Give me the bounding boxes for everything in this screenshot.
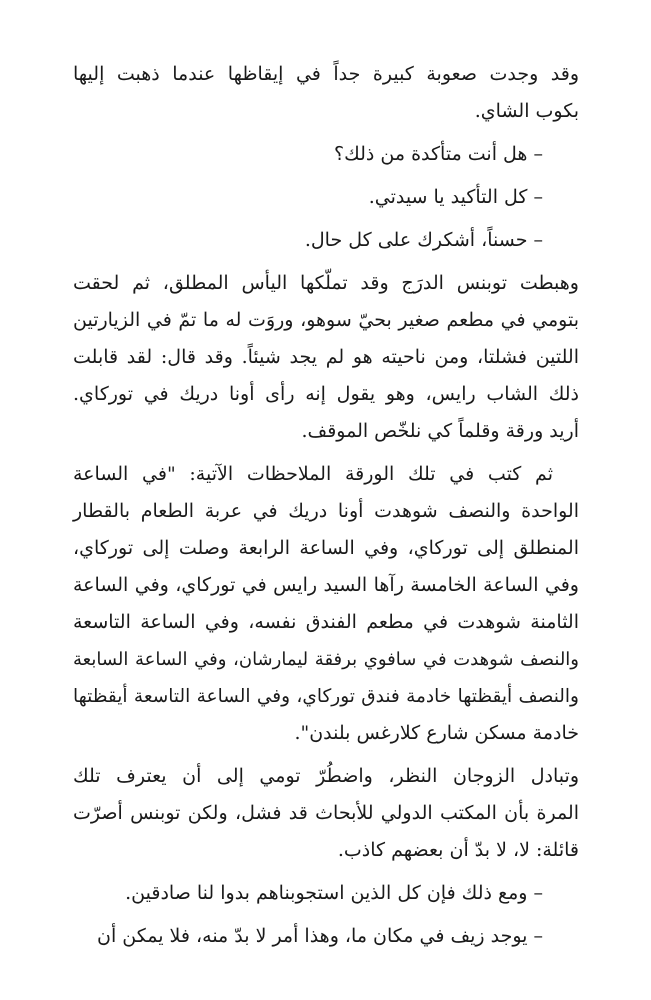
text-line: المرة بأن المكتب الدولي للأبحاث قد فشل، ولكن توبنس أصرّت [73, 802, 579, 824]
text-line: الواحدة والنصف شوهدت أونا دريك في عربة الطعام بالقطار [73, 500, 579, 522]
text-line: بكوب الشاي. [474, 100, 579, 122]
dialog-line: – هل أنت متأكدة من ذلك؟ [334, 143, 543, 165]
dialog-line: – كل التأكيد يا سيدتي. [368, 186, 543, 208]
text-line: أريد ورقة وقلماً كي نلخّص الموقف. [301, 420, 579, 442]
text-line: بتومي في مطعم صغير بحيّ سوهو، وروَت له ما تمّ في الزيارتين [73, 309, 579, 331]
dialog-line: – حسناً، أشكرك على كل حال. [304, 229, 543, 251]
text-line: المنطلق إلى توركاي، وفي الساعة الرابعة وصلت إلى توركاي، [73, 537, 579, 559]
text-line: وهبطت توبنس الدرَج وقد تملّكها اليأس المطلق، ثم لحقت [73, 272, 579, 294]
text-line: ذلك الشاب رايس، وهو يقول إنه رأى أونا دريك في توركاي. [73, 383, 579, 405]
paragraph [73, 56, 579, 130]
text-line: ثم كتب في تلك الورقة الملاحظات الآتية: "في الساعة [73, 463, 553, 485]
text-line: وقد وجدت صعوبة كبيرة جداً في إيقاظها عندما ذهبت إليها [73, 63, 579, 85]
text-line: والنصف أيقظتها خادمة فندق توركاي، وفي الساعة التاسعة أيقظتها [73, 686, 579, 707]
text-line: خادمة مسكن شارع كلارغس بلندن". [294, 722, 579, 744]
text-line: وتبادل الزوجان النظر، واضطُرّ تومي إلى أن يعترف تلك [73, 765, 579, 787]
paragraph [73, 265, 579, 450]
text-line: الثامنة شوهدت في مطعم الفندق نفسه، وفي الساعة التاسعة [73, 611, 579, 633]
paragraph [73, 758, 579, 869]
text-line: والنصف شوهدت في سافوي برفقة ليمارشان، وفي الساعة السابعة [73, 649, 579, 670]
book-page [73, 56, 579, 961]
dialog-line: – يوجد زيف في مكان ما، وهذا أمر لا بدّ منه، فلا يمكن أن [97, 925, 543, 947]
text-line: اللتين فشلتا، ومن ناحيته هو لم يجد شيئاً. وقد قال: لقد قابلت [73, 346, 579, 368]
text-line: وفي الساعة الخامسة رآها السيد رايس في توركاي، وفي الساعة [73, 574, 579, 596]
paragraph [73, 456, 579, 752]
dialog-line: – ومع ذلك فإن كل الذين استجوبناهم بدوا لنا صادقين. [125, 882, 543, 904]
text-line: قائلة: لا، لا بدّ أن بعضهم كاذب. [337, 839, 579, 861]
